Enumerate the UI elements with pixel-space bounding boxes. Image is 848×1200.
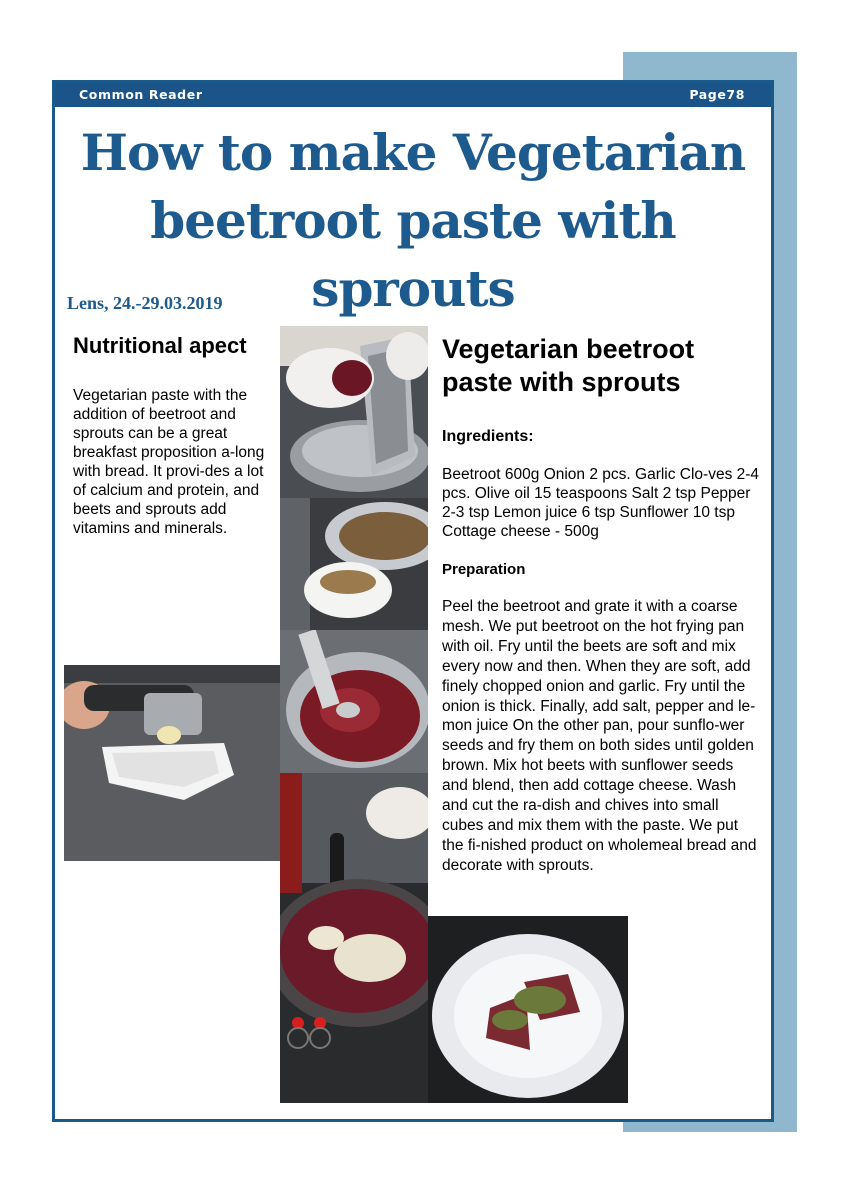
photo-frying-pan <box>280 773 428 1103</box>
nutrition-text: Vegetarian paste with the addition of beetroot and sprouts can be a great breakfast proposition a-long with bread. It provi-des a lot of calcium and protein, and beets and sprouts add vitamins and minerals. <box>73 387 265 537</box>
photo-grating-beetroot <box>280 326 428 498</box>
publication-name: Common Reader <box>79 87 203 102</box>
header-bar <box>55 83 771 107</box>
nutrition-heading: Nutritional apect <box>73 333 247 358</box>
photo-finished-plate <box>428 916 628 1103</box>
recipe-heading: Vegetarian beetroot paste with sprouts <box>442 334 695 397</box>
page-number: Page78 <box>689 87 745 102</box>
photo-sunflower-seeds <box>280 498 428 630</box>
page-frame <box>52 80 774 1122</box>
dateline: Lens, 24.-29.03.2019 <box>67 293 223 313</box>
preparation-text: Peel the beetroot and grate it with a coarse mesh. We put beetroot on the hot frying pan with oil. Fry until the beets are soft and mix every now and then. When they are soft, add finely chopped onion and garlic. Fry until the onion is thick. Finally, add salt, pepper and le-mon juice On the other pan, pour sunflo-wer seeds and fry them on both sides until golden brown. Mix hot beets with sunflower seeds and blend, then add cottage cheese. Wash and cut the ra-dish and chives into small cubes and mix them with the paste. We put the fi-nished product on wholemeal bread and decorate with sprouts. <box>442 598 757 874</box>
page-title: How to make Vegetarian beetroot paste with sprouts <box>80 123 746 318</box>
ingredients-label: Ingredients: <box>442 428 534 445</box>
preparation-label: Preparation <box>442 561 526 578</box>
photo-garlic-press <box>64 665 280 861</box>
photo-blending <box>280 630 428 773</box>
ingredients-text: Beetroot 600g Onion 2 pcs. Garlic Clo-ves 2-4 pcs. Olive oil 15 teaspoons Salt 2 tsp Pepper 2-3 tsp Lemon juice 6 tsp Sunflower 10 tsp Cottage cheese - 500g <box>442 466 760 540</box>
